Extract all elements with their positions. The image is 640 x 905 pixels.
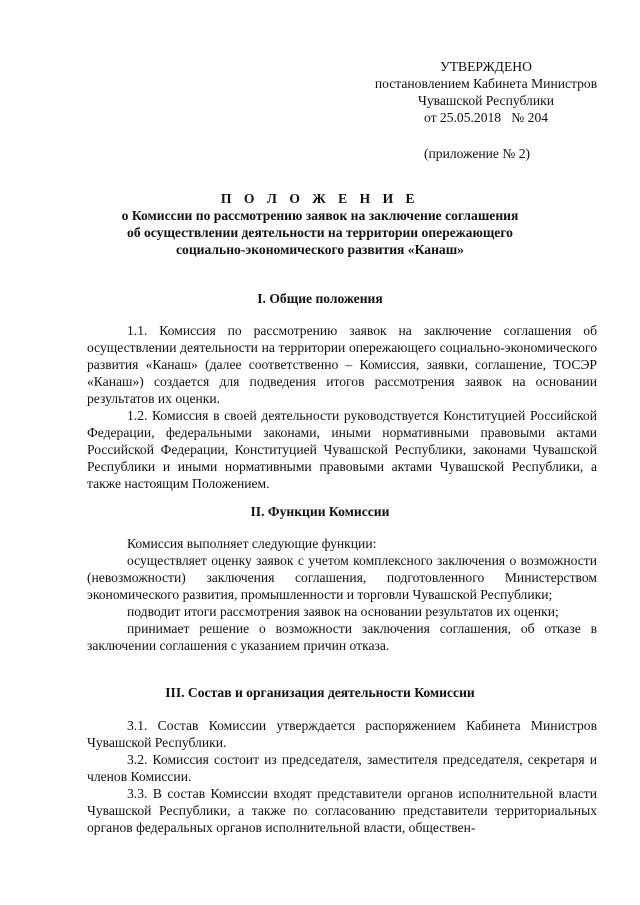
approval-date-number: от 25.05.2018 № 204 xyxy=(423,110,549,125)
approval-republic: Чувашской Республики xyxy=(418,93,554,108)
paragraph-1-2: 1.2. Комиссия в своей деятельности руководствуется Конституцией Российской Федерации, федеральными законами, иными нормативными правовыми актами Российской Федерации, Конституцией Чувашской Республики, законами Чувашской Республики и иными нормативными правовыми актами Чувашской Республики, а также настоящим Положением. xyxy=(87,408,597,491)
section-3-body xyxy=(87,717,597,836)
approval-title: УТВЕРЖДЕНО xyxy=(440,59,532,74)
title-main: П О Л О Ж Е Н И Е xyxy=(220,191,420,206)
paragraph-3-3: 3.3. В состав Комиссии входят представители органов исполнительной власти Чувашской Республики, а также по согласованию представители территориальных органов федеральных органов исполнительной власти, обществен- xyxy=(87,786,597,835)
document-title xyxy=(80,190,560,258)
paragraph-3-1: 3.1. Состав Комиссии утверждается распоряжением Кабинета Министров Чувашской Республики. xyxy=(87,718,597,750)
title-subtitle-line3: социально-экономического развития «Канаш» xyxy=(176,242,464,257)
approval-issuer: постановлением Кабинета Министров xyxy=(374,76,598,91)
annex-label: (приложение № 2) xyxy=(424,146,531,161)
section-1-body xyxy=(87,322,597,492)
paragraph-1-1: 1.1. Комиссия по рассмотрению заявок на заключение соглашения об осуществлении деятельности на территории опережающего социально-экономического развития «Канаш» (далее соответственно – Комиссия, заявки, соглашение, ТОСЭР «Канаш») создается для подведения итогов рассмотрения заявок на основании результатов их оценки. xyxy=(87,323,597,406)
paragraph-3-2: 3.2. Комиссия состоит из председателя, заместителя председателя, секретаря и членов Комиссии. xyxy=(87,752,597,784)
section-1-heading: I. Общие положения xyxy=(257,291,383,306)
paragraph-2-function-3: принимает решение о возможности заключения соглашения, об отказе в заключении соглашения с указанием причин отказа. xyxy=(87,621,597,653)
approval-stamp xyxy=(366,58,606,126)
section-3-heading: III. Состав и организация деятельности Комиссии xyxy=(165,685,475,700)
title-subtitle-line1: о Комиссии по рассмотрению заявок на заключение соглашения xyxy=(121,208,519,223)
title-subtitle-line2: об осуществлении деятельности на территории опережающего xyxy=(127,225,513,240)
paragraph-2-function-2: подводит итоги рассмотрения заявок на основании результатов их оценки; xyxy=(127,604,559,619)
section-2-body xyxy=(87,535,597,654)
paragraph-2-function-1: осуществляет оценку заявок с учетом комплексного заключения о возможности (невозможности) заключения соглашения, подготовленного Министерством экономического развития, промышленности и торговли Чувашской Республики; xyxy=(87,553,597,602)
paragraph-2-intro: Комиссия выполняет следующие функции: xyxy=(127,536,377,551)
section-2-heading: II. Функции Комиссии xyxy=(250,504,390,519)
